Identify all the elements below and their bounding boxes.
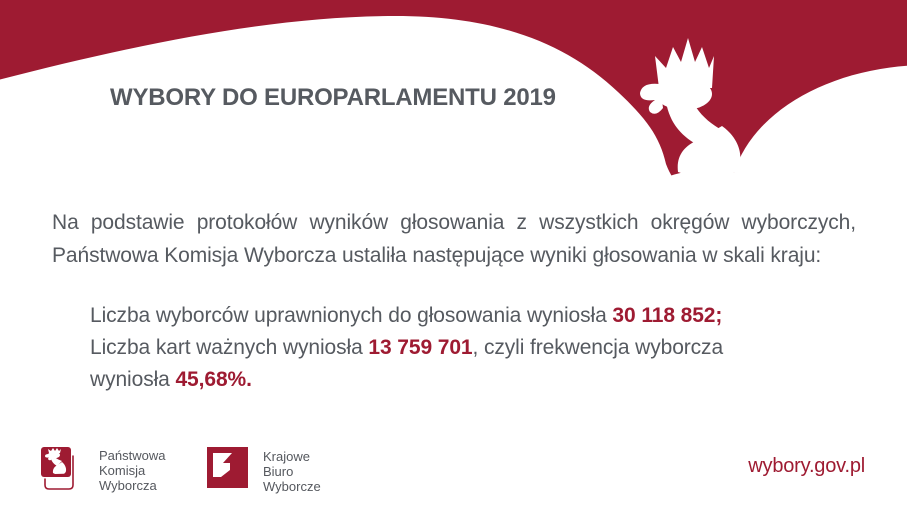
pkw-line-1: Państwowa xyxy=(99,448,166,463)
pkw-logo-text xyxy=(99,446,165,493)
results-l2-text-b: , czyli frekwencja wyborcza xyxy=(472,336,724,359)
valid-cards-value: 13 759 701 xyxy=(368,336,473,359)
pkw-logo xyxy=(40,446,165,494)
intro-paragraph xyxy=(52,206,856,272)
eligible-voters-value: 30 118 852; xyxy=(612,304,723,327)
pkw-line-2: Komisja xyxy=(99,463,146,478)
kbw-line-2: Biuro xyxy=(263,464,294,479)
intro-line-1: Na podstawie protokołów wyników głosowania z wszystkich okręgów wyborczych, xyxy=(52,211,856,234)
pkw-logo-icon xyxy=(40,446,84,494)
page-title: WYBORY DO EUROPARLAMENTU 2019 xyxy=(110,84,556,111)
pkw-line-3: Wyborcza xyxy=(99,478,157,493)
kbw-logo-icon xyxy=(207,447,248,488)
results-paragraph xyxy=(90,300,850,396)
site-link[interactable]: wybory.gov.pl xyxy=(748,455,865,477)
kbw-logo-text xyxy=(263,447,321,494)
kbw-line-1: Krajowe xyxy=(263,449,310,464)
kbw-logo xyxy=(207,447,321,494)
intro-line-2: Państwowa Komisja Wyborcza ustaliła następujące wyniki głosowania w skali kraju: xyxy=(52,244,822,267)
kbw-line-3: Wyborcze xyxy=(263,479,321,494)
results-l2-text: Liczba kart ważnych wyniosła xyxy=(90,336,369,359)
results-l1-text: Liczba wyborców uprawnionych do głosowania wyniosła xyxy=(90,304,613,327)
results-l3-text: wyniosła xyxy=(90,368,176,391)
turnout-value: 45,68%. xyxy=(175,368,252,391)
